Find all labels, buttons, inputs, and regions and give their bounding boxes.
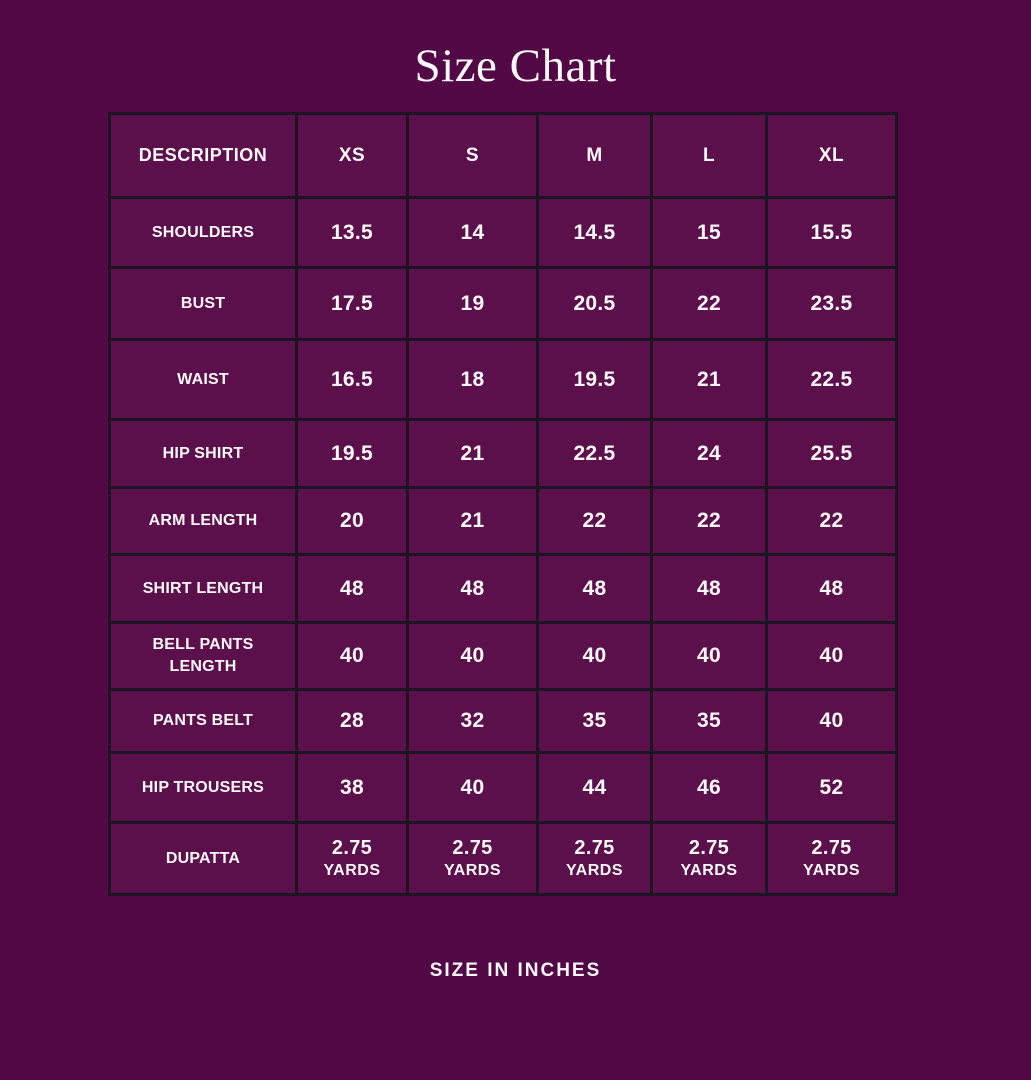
table-cell: 19.5 [538, 340, 652, 420]
table-cell: 40 [538, 623, 652, 690]
table-row [110, 488, 897, 555]
table-row [110, 198, 897, 268]
table-cell: 44 [538, 753, 652, 823]
page-title: Size Chart [414, 40, 617, 92]
column-header-description: DESCRIPTION [110, 114, 297, 198]
table-cell: 48 [767, 555, 897, 623]
table-cell: 22 [767, 488, 897, 555]
column-header-l: L [652, 114, 767, 198]
column-header-s: S [408, 114, 538, 198]
cell-unit: YARDS [802, 862, 861, 879]
table-cell [408, 823, 538, 895]
table-row [110, 340, 897, 420]
table-cell: 38 [297, 753, 408, 823]
table-cell: 35 [538, 690, 652, 753]
table-cell: 21 [408, 420, 538, 488]
table-cell: 22 [538, 488, 652, 555]
table-cell: 40 [652, 623, 767, 690]
table-cell: 48 [297, 555, 408, 623]
table-cell: 32 [408, 690, 538, 753]
table-cell: 22.5 [767, 340, 897, 420]
table-row [110, 555, 897, 623]
table-cell: 23.5 [767, 268, 897, 340]
table-row [110, 753, 897, 823]
table-cell: 40 [408, 753, 538, 823]
cell-unit: YARDS [323, 862, 381, 879]
table-cell: 20 [297, 488, 408, 555]
table-cell: 28 [297, 690, 408, 753]
table-cell: 40 [767, 623, 897, 690]
table-cell: 19 [408, 268, 538, 340]
table-cell: 46 [652, 753, 767, 823]
table-cell: 21 [652, 340, 767, 420]
table-cell: 40 [767, 690, 897, 753]
cell-value: 2.75 [811, 837, 852, 859]
column-header-m: M [538, 114, 652, 198]
table-cell: 48 [408, 555, 538, 623]
table-cell [297, 823, 408, 895]
table-cell: 35 [652, 690, 767, 753]
table-row [110, 268, 897, 340]
table-cell [652, 823, 767, 895]
table-cell: 24 [652, 420, 767, 488]
row-label: SHOULDERS [110, 198, 297, 268]
row-label: SHIRT LENGTH [110, 555, 297, 623]
row-label: WAIST [110, 340, 297, 420]
cell-unit: YARDS [565, 862, 624, 879]
table-cell: 52 [767, 753, 897, 823]
header-row [110, 114, 897, 198]
table-cell: 15 [652, 198, 767, 268]
column-header-xs: XS [297, 114, 408, 198]
row-label: HIP TROUSERS [110, 753, 297, 823]
table-body [110, 198, 897, 895]
row-label: DUPATTA [110, 823, 297, 895]
row-label: HIP SHIRT [110, 420, 297, 488]
table-header [110, 114, 897, 198]
table-cell: 48 [538, 555, 652, 623]
table-cell: 15.5 [767, 198, 897, 268]
table-cell: 20.5 [538, 268, 652, 340]
table-cell: 40 [297, 623, 408, 690]
table-cell [538, 823, 652, 895]
table-cell: 22.5 [538, 420, 652, 488]
row-label: BELL PANTS LENGTH [110, 623, 297, 690]
table-cell: 48 [652, 555, 767, 623]
table-cell: 14.5 [538, 198, 652, 268]
cell-value: 2.75 [688, 837, 730, 859]
table-row [110, 690, 897, 753]
unit-note: SIZE IN INCHES [429, 960, 602, 981]
table-cell: 17.5 [297, 268, 408, 340]
row-label: BUST [110, 268, 297, 340]
cell-unit: YARDS [680, 862, 738, 879]
table-cell: 25.5 [767, 420, 897, 488]
cell-unit: YARDS [443, 862, 502, 879]
cell-value: 2.75 [452, 837, 493, 859]
table-row [110, 420, 897, 488]
cell-value: 2.75 [331, 837, 373, 859]
table-cell: 21 [408, 488, 538, 555]
table-cell: 14 [408, 198, 538, 268]
column-header-xl: XL [767, 114, 897, 198]
table-cell [767, 823, 897, 895]
table-cell: 22 [652, 268, 767, 340]
cell-value: 2.75 [574, 837, 615, 859]
table-cell: 40 [408, 623, 538, 690]
row-label: ARM LENGTH [110, 488, 297, 555]
table-cell: 16.5 [297, 340, 408, 420]
table-row [110, 623, 897, 690]
size-chart-table [108, 112, 898, 896]
row-label: PANTS BELT [110, 690, 297, 753]
table-cell: 22 [652, 488, 767, 555]
table-row [110, 823, 897, 895]
table-cell: 18 [408, 340, 538, 420]
table-cell: 13.5 [297, 198, 408, 268]
table-cell: 19.5 [297, 420, 408, 488]
